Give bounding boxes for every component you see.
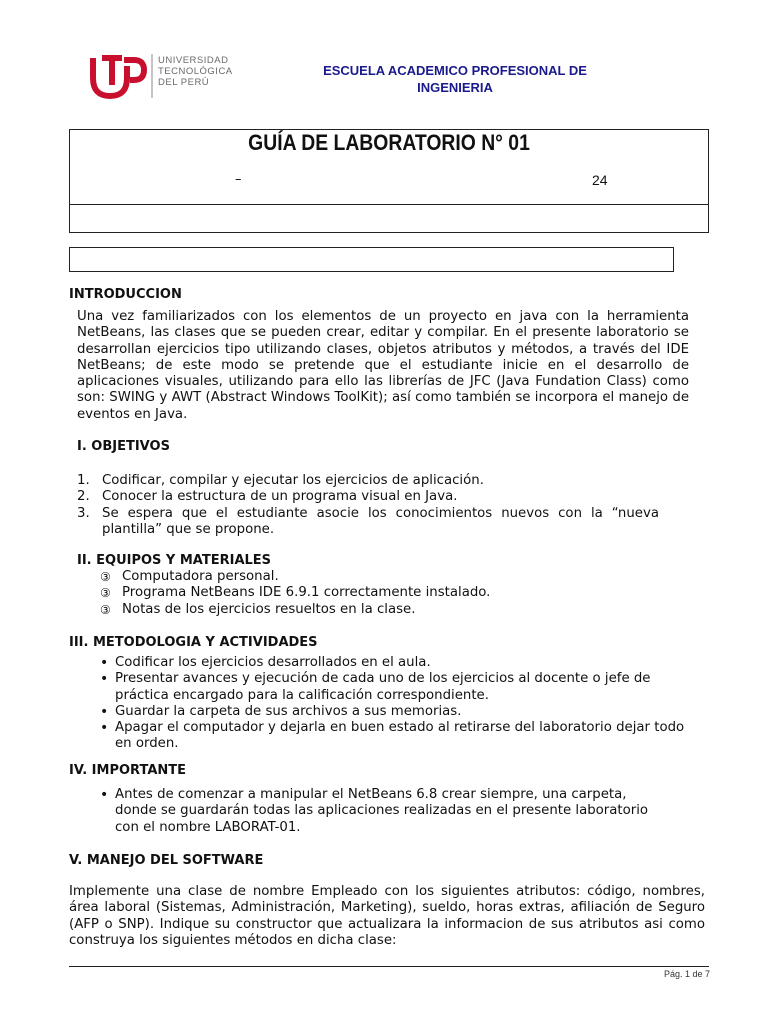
title-box-divider: [70, 204, 708, 205]
list-item: 3. Se espera que el estudiante asocie los conocimientos nuevos con la “nueva plantilla” que se propone.: [77, 505, 659, 537]
importante-heading: IV. IMPORTANTE: [69, 763, 187, 778]
list-item: 2. Conocer la estructura de un programa visual en Java.: [77, 489, 458, 505]
list-item: • Presentar avances y ejecución de cada uno de los ejercicios al docente o jefe de práctica encargado para la calificación correspondiente.: [100, 671, 689, 704]
list-item: ③ Notas de los ejercicios resueltos en la clase.: [100, 601, 416, 617]
list-item: ③ Computadora personal.: [100, 569, 279, 584]
title-number: 24: [592, 172, 608, 188]
intro-text: Una vez familiarizados con los elementos de un proyecto en java con la herramienta NetBeans, las clases que se pueden crear, editar y compilar. En el presente laboratorio se desarrollan ejercicios tipo utilizando clases, objetos atributos y métodos, a través del IDE NetBeans; de este modo se pretende que el estudiante inicie en el desarrollo de aplicaciones visuales, utilizando para ello las librerías de JFC (Java Fundation Class) como son: SWING y AWT (Abstract Windows ToolKit); así como también se incorpora el manejo de eventos en Java.: [77, 309, 689, 422]
objetivos-list: [77, 473, 659, 538]
metodologia-heading: III. METODOLOGIA Y ACTIVIDADES: [69, 635, 318, 650]
footer-rule: [69, 966, 709, 967]
importante-list: [100, 787, 670, 836]
title-dash: –: [235, 172, 242, 187]
equipos-heading: II. EQUIPOS Y MATERIALES: [77, 553, 272, 568]
list-item: ③ Programa NetBeans IDE 6.9.1 correctamente instalado.: [100, 585, 491, 601]
equipos-list: [100, 569, 660, 618]
guide-title: GUÍA DE LABORATORIO N° 01: [248, 130, 530, 155]
list-item: • Apagar el computador y dejarla en buen estado al retirarse del laboratorio dejar todo en orden.: [100, 720, 689, 753]
school-name: ESCUELA ACADEMICO PROFESIONAL DE INGENIERIA: [323, 63, 587, 95]
metodologia-list: [100, 655, 689, 753]
empty-field-box: [69, 247, 674, 272]
list-item: • Guardar la carpeta de sus archivos a sus memorias.: [100, 704, 689, 720]
software-heading: V. MANEJO DEL SOFTWARE: [69, 853, 264, 868]
university-name: UNIVERSIDAD TECNOLÓGICA DEL PERÚ: [158, 55, 233, 88]
list-item: • Antes de comenzar a manipular el NetBeans 6.8 crear siempre, una carpeta, donde se guardarán todas las aplicaciones realizadas en el presente laboratorio con el nombre LABORAT-01.: [100, 787, 670, 836]
objetivos-heading: I. OBJETIVOS: [77, 439, 170, 454]
page-number: Pág. 1 de 7: [663, 969, 710, 979]
software-text: Implemente una clase de nombre Empleado con los siguientes atributos: código, nombres, área laboral (Sistemas, Administración, Marketing), sueldo, horas extras, afiliación de Seguro (AFP o SNP). Indique su constructor que actualizara la informacion de sus atributos asi como construya los siguientes métodos en dicha clase:: [69, 884, 705, 948]
list-item: • Codificar los ejercicios desarrollados en el aula.: [100, 655, 689, 671]
list-item: 1. Codificar, compilar y ejecutar los ejercicios de aplicación.: [77, 473, 484, 488]
title-box: [69, 129, 709, 233]
intro-heading: INTRODUCCION: [69, 287, 182, 302]
